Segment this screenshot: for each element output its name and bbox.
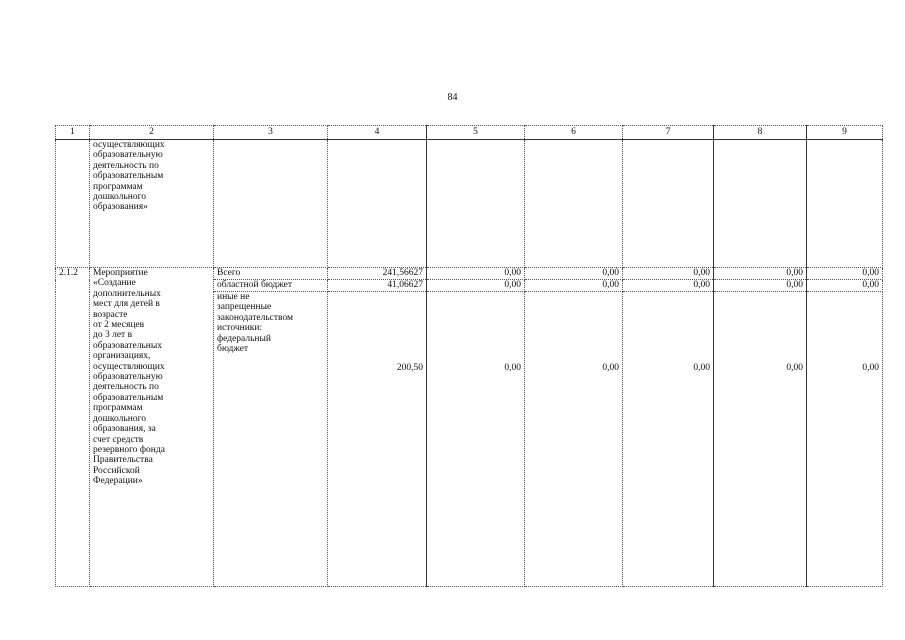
item-number-cell: 2.1.2 xyxy=(56,268,90,587)
value-cell: 241,56627 xyxy=(328,268,427,280)
column-header: 9 xyxy=(807,126,883,140)
table-row xyxy=(56,140,883,268)
value-cell xyxy=(525,140,623,268)
value-cell: 0,00 xyxy=(807,280,883,292)
value-cell: 0,00 xyxy=(623,280,714,292)
measure-name-cell: Мероприятие «Создание дополнительных мест для детей в возрасте от 2 месяцев до 3 лет в образовательных организациях, осуществляющих образовательную деятельность по образовательным программам дошкольного образования, за счет средств резервного фонда Правительства Российской Федерации» xyxy=(90,268,214,587)
value-cell: 0,00 xyxy=(427,292,525,587)
value-cell: 0,00 xyxy=(714,280,807,292)
value-cell: 0,00 xyxy=(427,268,525,280)
value-cell xyxy=(623,140,714,268)
value-cell: 0,00 xyxy=(525,280,623,292)
funding-source-cell: областной бюджет xyxy=(214,280,328,292)
value-cell: 0,00 xyxy=(714,268,807,280)
value-cell xyxy=(714,140,807,268)
value-cell: 41,06627 xyxy=(328,280,427,292)
table-header-row xyxy=(56,126,883,140)
column-header: 7 xyxy=(623,126,714,140)
funding-source-cell: Всего xyxy=(214,268,328,280)
value-cell: 200,50 xyxy=(328,292,427,587)
column-header: 2 xyxy=(90,126,214,140)
item-number-cell xyxy=(56,140,90,268)
funding-source-cell xyxy=(214,140,328,268)
funding-source-cell: иные не запрещенные законодательством источники: федеральный бюджет xyxy=(214,292,328,587)
page-number: 84 xyxy=(447,92,458,103)
column-header: 3 xyxy=(214,126,328,140)
value-cell: 0,00 xyxy=(623,292,714,587)
value-cell xyxy=(807,140,883,268)
value-cell: 0,00 xyxy=(427,280,525,292)
column-header: 8 xyxy=(714,126,807,140)
column-header: 6 xyxy=(525,126,623,140)
column-header: 4 xyxy=(328,126,427,140)
column-header: 5 xyxy=(427,126,525,140)
budget-table xyxy=(55,125,883,587)
value-cell: 0,00 xyxy=(807,268,883,280)
column-header: 1 xyxy=(56,126,90,140)
value-cell xyxy=(427,140,525,268)
value-cell: 0,00 xyxy=(714,292,807,587)
measure-name-cell: осуществляющих образовательную деятельность по образовательным программам дошкольного образования» xyxy=(90,140,214,268)
value-cell: 0,00 xyxy=(623,268,714,280)
value-cell xyxy=(328,140,427,268)
value-cell: 0,00 xyxy=(525,292,623,587)
table-row xyxy=(56,268,883,280)
value-cell: 0,00 xyxy=(807,292,883,587)
value-cell: 0,00 xyxy=(525,268,623,280)
